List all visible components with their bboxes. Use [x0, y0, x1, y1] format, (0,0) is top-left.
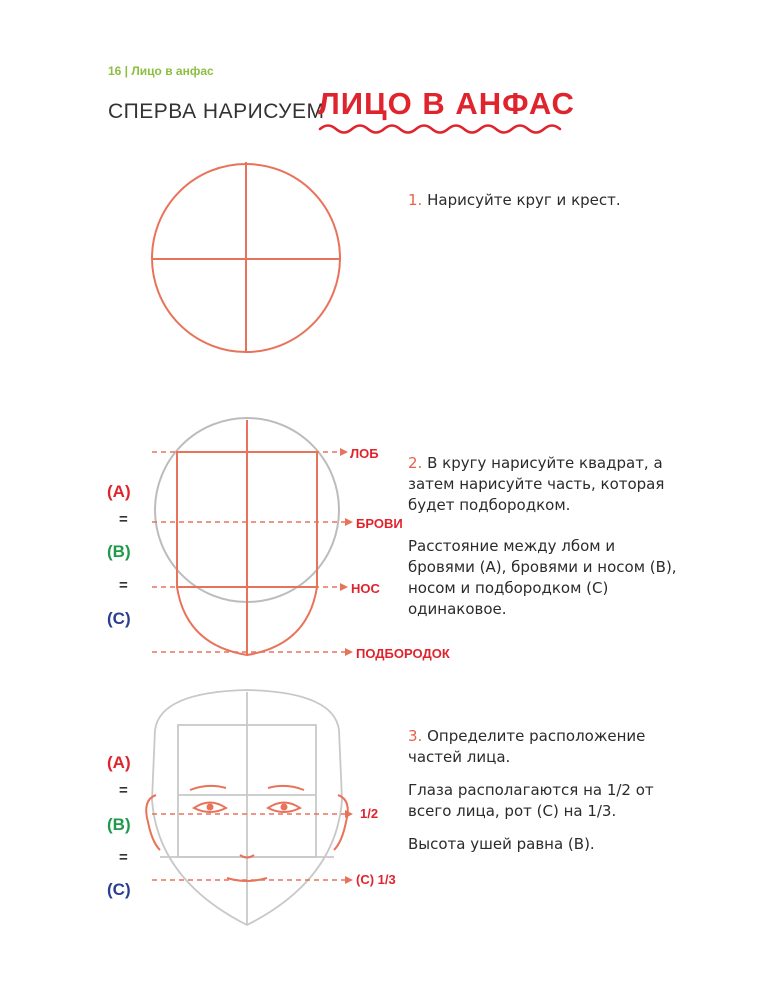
- fig3-side-b: (B): [107, 815, 131, 834]
- step3-text: Определите расположение частей лица.: [408, 727, 646, 766]
- label-chin: ПОДБОРОДОК: [356, 646, 450, 661]
- fig2-side-eq1: =: [119, 511, 128, 528]
- figure2-head-construction: [152, 418, 353, 656]
- fig2-side-eq2: =: [119, 577, 128, 594]
- label-nose: НОС: [351, 581, 380, 596]
- figure3-face: [146, 690, 353, 925]
- step3-block: [408, 726, 678, 867]
- step2-block: [408, 453, 678, 632]
- step2-paragraph: Расстояние между лбом и бровями (A), бровями и носом (B), носом и подбородком (C) одинаковое.: [408, 537, 677, 618]
- step3-paragraph2: Высота ушей равна (B).: [408, 835, 595, 853]
- page-header: 16 | Лицо в анфас: [108, 64, 214, 78]
- step1-text: Нарисуйте круг и крест.: [427, 191, 621, 209]
- fig3-side-eq1: =: [119, 782, 128, 799]
- fig2-side-b: (B): [107, 542, 131, 561]
- fig3-side-a: (A): [107, 753, 131, 772]
- fig2-side-c: (C): [107, 609, 131, 628]
- figure1-circle-cross: [152, 162, 340, 352]
- step2-text: В кругу нарисуйте квадрат, а затем нарисуйте часть, которая будет подбородком.: [408, 454, 665, 514]
- step3-paragraph1: Глаза располагаются на 1/2 от всего лица, рот (C) на 1/3.: [408, 781, 654, 820]
- fig2-side-a: (A): [107, 482, 131, 501]
- fig3-side-eq2: =: [119, 849, 128, 866]
- step1-number: 1.: [408, 191, 423, 209]
- fig3-side-c: (C): [107, 880, 131, 899]
- title-main: ЛИЦО В АНФАС: [318, 86, 575, 121]
- title-lead: СПЕРВА НАРИСУЕМ: [108, 100, 325, 123]
- step2-number: 2.: [408, 454, 423, 472]
- label-brows: БРОВИ: [356, 516, 403, 531]
- label-half: 1/2: [360, 806, 379, 821]
- label-forehead: ЛОБ: [350, 446, 379, 461]
- step3-number: 3.: [408, 727, 423, 745]
- label-third: (C) 1/3: [356, 872, 396, 887]
- step1-block: [408, 190, 678, 223]
